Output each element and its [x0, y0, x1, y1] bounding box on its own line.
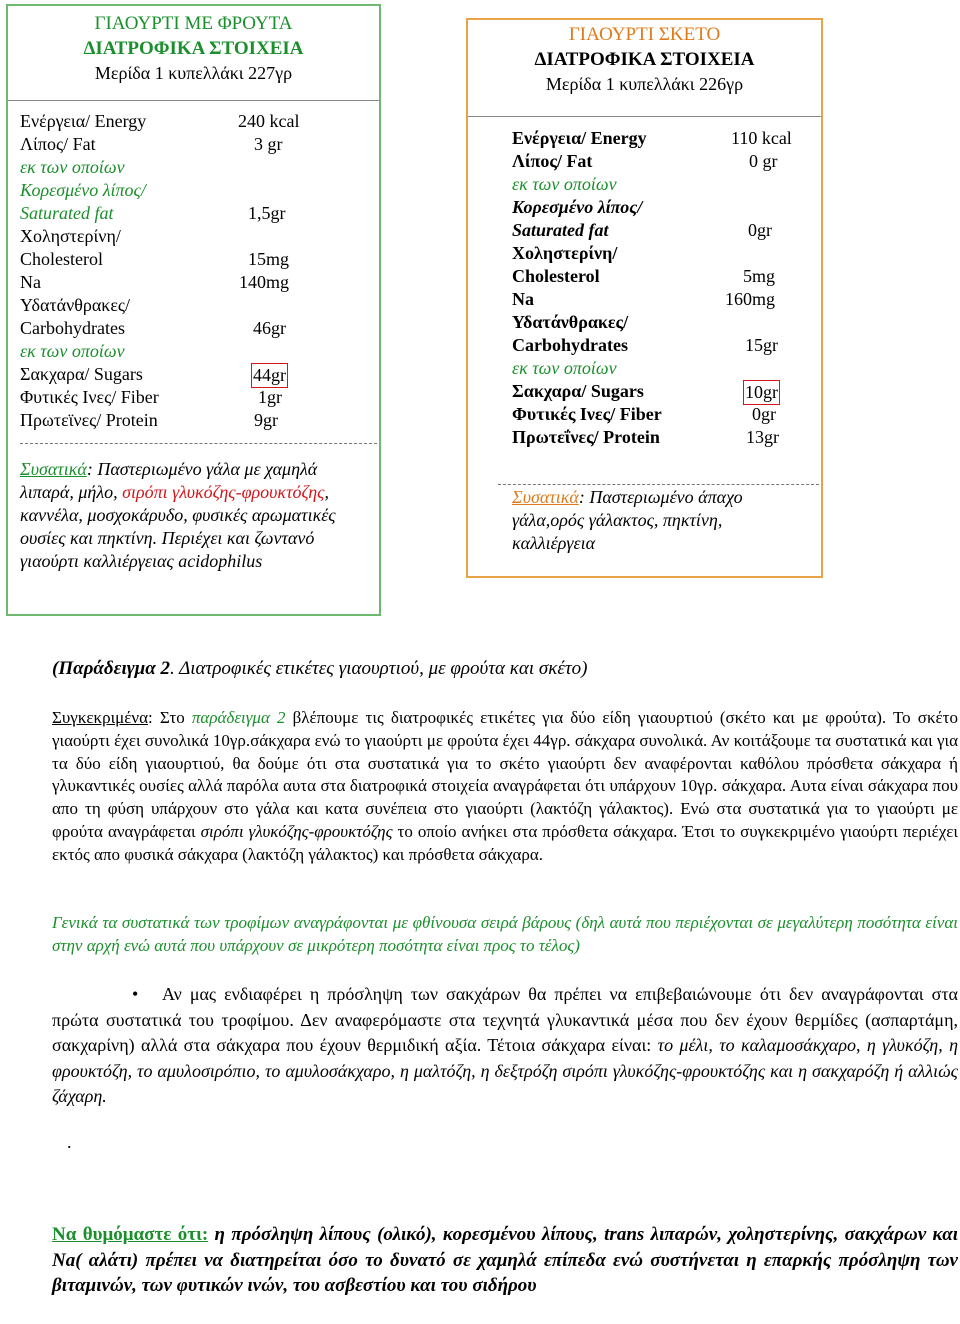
nutrient-value: 3 gr [254, 134, 283, 154]
paragraph-text: : Στο [148, 708, 192, 727]
nutrient-value: 15gr [745, 335, 778, 355]
example-reference: παράδειγμα 2 [191, 708, 286, 727]
fruit-label-subtitle: ΔΙΑΤΡΟΦΙΚΑ ΣΤΟΙΧΕΙΑ [83, 38, 304, 59]
plain-ingredients [512, 486, 802, 555]
nutrition-row [20, 294, 350, 317]
nutrient-value: 140mg [239, 272, 290, 292]
nutrition-row [512, 150, 812, 173]
nutrient-name: Κορεσμένο λίπος/ [20, 180, 146, 200]
paragraph-lead: Συγκεκριμένα [52, 708, 148, 727]
plain-nutrition-rows [512, 127, 812, 449]
fruit-nutrition-rows [20, 110, 350, 432]
nutrition-row [512, 288, 812, 311]
nutrient-name: Λίπος/ Fat [20, 134, 96, 154]
nutrient-name: εκ των οποίων [20, 341, 125, 361]
nutrition-row [512, 357, 812, 380]
sugar-names: το μέλι, το καλαμοσάκχαρο, η γλυκόζη, η φρουκτόζη, το αμυλοσιρόπιο, το αμυλοσάκχαρο, η μαλτόζη, η δεξτρόζη σιρόπι γλυκόζης-φρουκτόζης και η σακχαρόζη ή αλλιώς ζάχαρη. [52, 1035, 958, 1106]
nutrient-name: Carbohydrates [512, 335, 628, 355]
ingredients-text: : Παστεριωμένο άπαχο γάλα,ορός γάλακτος, πηκτίνη, καλλιέργεια [512, 487, 743, 553]
nutrition-row [20, 202, 350, 225]
nutrition-row [20, 386, 350, 409]
plain-yogurt-label [466, 18, 823, 578]
paragraph-text: το οποίο ανήκει στα πρόσθετα σάκχαρα. Έτσι το συγκεκριμένο γιαούρτι περιέχει εκτός απο φυσικά σάκχαρα (λακτόζη γάλακτος) και πρόσθετα σάκχαρα. [52, 821, 958, 864]
remember-paragraph [52, 1222, 958, 1299]
caption-text: . Διατροφικές ετικέτες γιαουρτιού, με φρούτα και σκέτο) [169, 658, 588, 679]
nutrition-row [20, 363, 350, 386]
nutrient-name: Υδατάνθρακες/ [512, 312, 629, 332]
nutrient-value: 46gr [253, 318, 286, 338]
stray-dot: . [67, 1132, 72, 1152]
example-caption [52, 658, 587, 680]
nutrient-value: 13gr [746, 427, 779, 447]
divider [20, 443, 377, 444]
nutrient-name: εκ των οποίων [512, 358, 617, 378]
nutrient-name: Χοληστερίνη/ [20, 226, 121, 246]
nutrient-name: Κορεσμένο λίπος/ [512, 197, 643, 217]
fruit-ingredients [20, 458, 365, 573]
nutrient-name: Υδατάνθρακες/ [20, 295, 131, 315]
nutrition-row [512, 334, 812, 357]
nutrition-row [20, 248, 350, 271]
nutrient-name: Πρωτεϊνες/ Protein [20, 410, 158, 430]
nutrient-name: Ενέργεια/ Energy [20, 111, 147, 131]
nutrition-row [512, 403, 812, 426]
remember-text: η πρόσληψη λίπους (ολικό), κορεσμένου λίπους, trans λιπαρών, χοληστερίνης, σακχάρων και Na( αλάτι) πρέπει να διατηρείται όσο το δυνατό σε χαμηλά επίπεδα ενώ συστήνεται η επαρκής πρόσληψη των βιταμινών, των φυτικών ινών, του ασβεστίου και του σιδήρου [52, 1224, 958, 1296]
nutrient-name: Cholesterol [512, 266, 600, 286]
nutrient-name: Σακχαρα/ Sugars [512, 381, 644, 401]
nutrient-name: Na [512, 289, 534, 309]
nutrient-value: 1,5gr [248, 203, 286, 223]
nutrient-name: Πρωτεΐνες/ Protein [512, 427, 660, 447]
ingredients-text: , καννέλα, μοσχοκάρυδο, φυσικές αρωματικές ουσίες και πηκτίνη. Περιέχει και ζωντανό γιαούρτι καλλιέργειας acidophilus [20, 482, 336, 571]
syrup-reference: σιρόπι γλυκόζης-φρουκτόζης [200, 821, 393, 841]
main-paragraph [52, 707, 958, 867]
sugars-value-highlight: 44gr [251, 363, 288, 388]
nutrient-name: Na [20, 272, 41, 292]
nutrition-row [20, 409, 350, 432]
plain-label-title: ΓΙΑΟΥΡΤΙ ΣΚΕΤΟ [568, 24, 721, 45]
nutrition-row [512, 196, 812, 219]
nutrient-value: 110 kcal [731, 128, 792, 148]
nutrition-row [20, 317, 350, 340]
nutrient-name: Saturated fat [512, 220, 609, 240]
bullet-text: Αν μας ενδιαφέρει η πρόσληψη των σακχάρων θα πρέπει να επιβεβαιώνουμε ότι δεν αναγράφονται στα πρώτα συστατικά του τροφίμου. Δεν αναφερόμαστε στα τεχνητά γλυκαντικά μέσα που δεν έχουν θερμίδες (ασπαρτάμη, σακχαρίνη) αλλά στα σάκχαρα που έχουν θερμιδική αξία. Τέτοια σάκχαρα είναι: [52, 984, 958, 1055]
nutrient-value: 0gr [748, 220, 772, 240]
bullet-paragraph [52, 982, 958, 1110]
fruit-yogurt-label [6, 4, 381, 616]
remember-label: Να θυμόμαστε ότι: [52, 1224, 209, 1245]
nutrition-row [512, 219, 812, 242]
nutrition-row [512, 242, 812, 265]
ingredients-syrup-highlight: σιρόπι γλυκόζης-φρουκτόζης [122, 482, 325, 502]
plain-label-serving: Μερίδα 1 κυπελλάκι 226γρ [545, 74, 744, 94]
nutrient-name: Carbohydrates [20, 318, 125, 338]
plain-label-header [468, 20, 821, 117]
nutrition-row [20, 179, 350, 202]
ingredients-label: Συσατικά [512, 487, 579, 507]
nutrient-name: εκ των οποίων [512, 174, 617, 194]
nutrient-name: εκ των οποίων [20, 157, 125, 177]
nutrition-row [512, 311, 812, 334]
nutrient-value: 9gr [254, 410, 278, 430]
nutrition-row [20, 110, 350, 133]
ingredients-label: Συσατικά [20, 459, 87, 479]
nutrition-row [512, 426, 812, 449]
ingredients-text: : Παστεριωμένο γάλα με χαμηλά λιπαρά, μήλο, [20, 459, 318, 502]
nutrition-row [512, 265, 812, 288]
plain-label-subtitle: ΔΙΑΤΡΟΦΙΚΑ ΣΤΟΙΧΕΙΑ [534, 49, 755, 70]
fruit-label-serving: Μερίδα 1 κυπελλάκι 227γρ [94, 63, 293, 83]
nutrient-name: Χοληστερίνη/ [512, 243, 618, 263]
nutrient-name: Cholesterol [20, 249, 103, 269]
bullet-icon: • [132, 984, 139, 1004]
nutrient-value: 0gr [752, 404, 776, 424]
nutrition-row [512, 173, 812, 196]
nutrition-row [20, 133, 350, 156]
sugars-value-highlight: 10gr [743, 380, 780, 405]
nutrient-value: 15mg [248, 249, 290, 269]
fruit-label-title: ΓΙΑΟΥΡΤΙ ΜΕ ΦΡΟΥΤΑ [94, 13, 293, 34]
nutrition-row [512, 127, 812, 150]
nutrient-value: 160mg [725, 289, 776, 309]
general-note: Γενικά τα συστατικά των τροφίμων αναγράφονται με φθίνουσα σειρά βάρους (δηλ αυτά που περιέχονται σε μεγαλύτερη ποσότητα είναι στην αρχή ενώ αυτά που υπάρχουν σε μικρότερη ποσότητα είναι προς το τέλος) [52, 913, 958, 955]
nutrient-value: 0 gr [749, 151, 778, 171]
nutrient-value: 240 kcal [238, 111, 300, 131]
divider [498, 484, 819, 485]
nutrient-value: 1gr [258, 387, 282, 407]
nutrition-row [20, 156, 350, 179]
fruit-label-header [8, 6, 379, 101]
nutrient-name: Λίπος/ Fat [512, 151, 593, 171]
paragraph-text: βλέπουμε τις διατροφικές ετικέτες για δύο είδη γιαουρτιού (σκέτο και με φρούτα). Το σκέτο γιαούρτι έχει συνολικά 10γρ.σάκχαρα ενώ το γιαούρτι με φρούτα έχει 44γρ. σάκχαρα συνολικά. Αν κοιτάξουμε τα συστατικά και για τα δύο είδη γιαουρτιού, θα δούμε ότι στα συστατικά για το σκέτο γιαούρτι δεν αναφέρονται καθόλου πρόσθετα σάκχαρα ή γλυκαντικές ουσίες αλλά παρόλα αυτα στα διατροφικά στοιχεία αναγράφεται ότι υπάρχουν 10γρ. σάκχαρα. Αυτα είναι σάκχαρα που απο τη φύση υπάρχουν στο γάλα και κατα συνέπεια στο γιαούρτι (λακτόζη γάλακτος). Ενώ στα συστατικά για το γιαούρτι με φρούτα αναγράφεται [52, 708, 958, 841]
nutrient-name: Σακχαρα/ Sugars [20, 364, 143, 384]
nutrition-row [20, 225, 350, 248]
nutrition-row [20, 340, 350, 363]
nutrition-row [512, 380, 812, 403]
nutrient-name: Φυτικές Ινες/ Fiber [512, 404, 662, 424]
nutrition-row [20, 271, 350, 294]
nutrient-name: Saturated fat [20, 203, 114, 223]
caption-prefix: (Παράδειγμα 2 [52, 658, 170, 679]
nutrient-name: Ενέργεια/ Energy [512, 128, 647, 148]
nutrient-value: 5mg [743, 266, 776, 286]
nutrient-name: Φυτικές Ινες/ Fiber [20, 387, 159, 407]
